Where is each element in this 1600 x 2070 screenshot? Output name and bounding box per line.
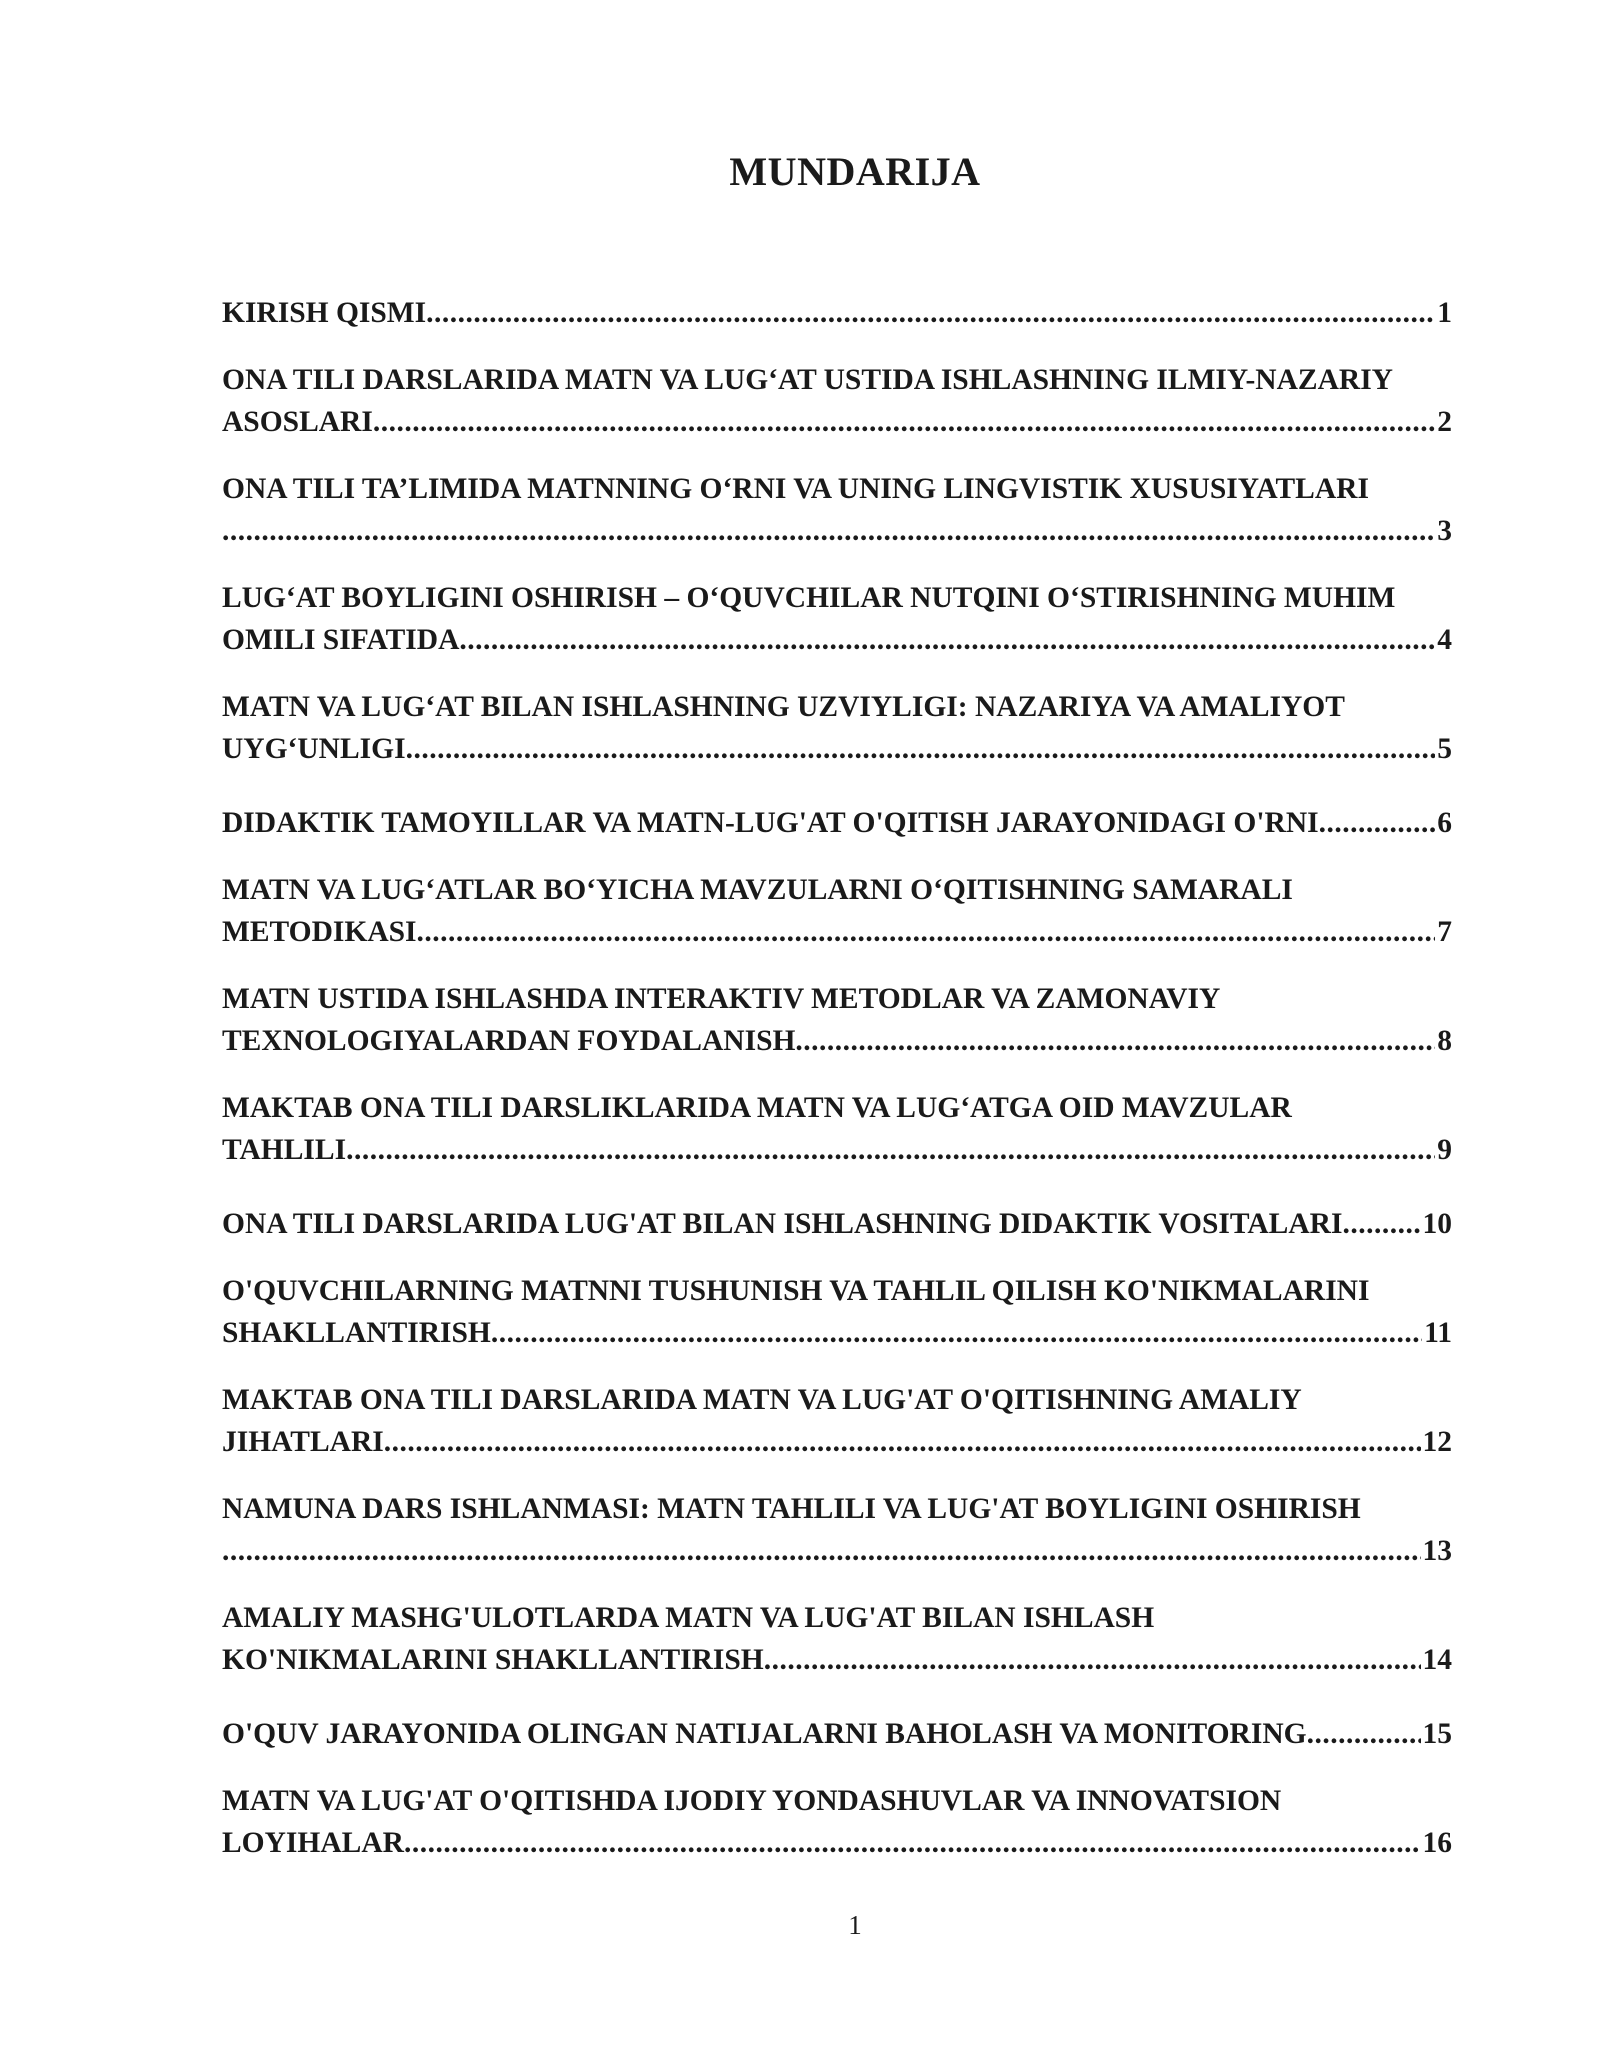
toc-entry-title: KIRISH QISMI — [222, 297, 427, 329]
dot-leader — [373, 401, 1435, 443]
dot-leader — [1342, 1203, 1420, 1245]
toc-entry-title-line: MAKTAB ONA TILI DARSLIKLARIDA MATN VA LUG‘ATGA OID MAVZULAR — [222, 1092, 1292, 1124]
toc-entry[interactable] — [222, 1379, 1452, 1463]
toc-entry-title: METODIKASI — [222, 916, 417, 948]
toc-entry[interactable] — [222, 869, 1452, 953]
toc-page-number: 4 — [1437, 624, 1452, 656]
toc-page-number: 14 — [1422, 1644, 1452, 1676]
toc-entry-title: TEXNOLOGIYALARDAN FOYDALANISH — [222, 1025, 796, 1057]
toc-entry[interactable] — [222, 577, 1452, 661]
dot-leader — [384, 1421, 1421, 1463]
toc-entry[interactable] — [222, 1488, 1452, 1572]
toc-page-number: 15 — [1422, 1718, 1452, 1750]
toc-entry-title-line: O'QUVCHILARNING MATNNI TUSHUNISH VA TAHLIL QILISH KO'NIKMALARINI — [222, 1275, 1370, 1307]
toc-page-number: 3 — [1437, 515, 1452, 547]
toc-page-number: 11 — [1424, 1317, 1452, 1349]
toc-entry-title: ASOSLARI — [222, 406, 373, 438]
toc-page-number: 10 — [1422, 1208, 1452, 1240]
toc-entry[interactable] — [222, 1270, 1452, 1354]
toc-entry[interactable] — [222, 802, 1452, 844]
dot-leader — [1307, 1713, 1421, 1755]
dot-leader — [404, 1822, 1421, 1864]
toc-entry-title: DIDAKTIK TAMOYILLAR VA MATN-LUG'AT O'QITISH JARAYONIDAGI O'RNI — [222, 807, 1319, 839]
toc-entry-title-line: MATN VA LUG'AT O'QITISHDA IJODIY YONDASHUVLAR VA INNOVATSION — [222, 1785, 1282, 1817]
toc-entry[interactable] — [222, 1203, 1452, 1245]
toc-entry-title-line: MATN USTIDA ISHLASHDA INTERAKTIV METODLAR VA ZAMONAVIY — [222, 983, 1221, 1015]
dot-leader — [459, 619, 1435, 661]
toc-page-number: 1 — [1437, 297, 1452, 329]
toc-entry[interactable] — [222, 686, 1452, 770]
toc-entry-title: TAHLILI — [222, 1134, 347, 1166]
dot-leader — [222, 510, 1435, 552]
dot-leader — [1319, 802, 1436, 844]
toc-entry-title-line: ONA TILI DARSLARIDA MATN VA LUG‘AT USTIDA ISHLASHNING ILMIY-NAZARIY — [222, 364, 1393, 396]
toc-entry[interactable] — [222, 292, 1452, 334]
toc-entry-title-line: MATN VA LUG‘ATLAR BO‘YICHA MAVZULARNI O‘QITISHNING SAMARALI — [222, 874, 1293, 906]
dot-leader — [491, 1312, 1422, 1354]
toc-entry[interactable] — [222, 468, 1452, 552]
toc-entry-title: KO'NIKMALARINI SHAKLLANTIRISH — [222, 1644, 764, 1676]
dot-leader — [795, 1020, 1435, 1062]
dot-leader — [222, 1530, 1421, 1572]
page-number: 1 — [848, 1910, 862, 1940]
toc-entry[interactable] — [222, 359, 1452, 443]
page-title: MUNDARIJA — [729, 149, 981, 194]
toc-page-number: 6 — [1437, 807, 1452, 839]
dot-leader — [417, 911, 1436, 953]
dot-leader — [764, 1639, 1421, 1681]
dot-leader — [426, 292, 1435, 334]
toc-entry-title: LOYIHALAR — [222, 1827, 404, 1859]
toc-entry-title-line: MAKTAB ONA TILI DARSLARIDA MATN VA LUG'AT O'QITISHNING AMALIY — [222, 1384, 1302, 1416]
toc-entry[interactable] — [222, 1597, 1452, 1681]
toc-entry-title-line: ONA TILI TA’LIMIDA MATNNING O‘RNI VA UNING LINGVISTIK XUSUSIYATLARI — [222, 473, 1369, 505]
toc-entry-title-line: MATN VA LUG‘AT BILAN ISHLASHNING UZVIYLIGI: NAZARIYA VA AMALIYOT — [222, 691, 1345, 723]
toc-entry[interactable] — [222, 1780, 1452, 1864]
toc-page-number: 5 — [1437, 733, 1452, 765]
toc-entry-title: ONA TILI DARSLARIDA LUG'AT BILAN ISHLASHNING DIDAKTIK VOSITALARI — [222, 1208, 1343, 1240]
toc-entry[interactable] — [222, 1087, 1452, 1171]
toc-page-number: 7 — [1437, 916, 1452, 948]
toc-entry[interactable] — [222, 978, 1452, 1062]
toc-page-number: 16 — [1422, 1827, 1452, 1859]
toc-entry-title-line: NAMUNA DARS ISHLANMASI: MATN TAHLILI VA LUG'AT BOYLIGINI OSHIRISH — [222, 1493, 1361, 1525]
dot-leader — [346, 1129, 1435, 1171]
toc-page-number: 12 — [1422, 1426, 1452, 1458]
toc-entry[interactable] — [222, 1713, 1452, 1755]
toc-entry-title-line: AMALIY MASHG'ULOTLARDA MATN VA LUG'AT BILAN ISHLASH — [222, 1602, 1155, 1634]
toc-page-number: 13 — [1422, 1535, 1452, 1567]
toc-page-number: 8 — [1437, 1025, 1452, 1057]
toc-page-number: 9 — [1437, 1134, 1452, 1166]
toc-entry-title: SHAKLLANTIRISH — [222, 1317, 491, 1349]
dot-leader — [406, 728, 1436, 770]
toc-page-number: 2 — [1437, 406, 1452, 438]
toc-entry-title: OMILI SIFATIDA — [222, 624, 460, 656]
toc-entry-title: JIHATLARI — [222, 1426, 384, 1458]
toc-entry-title-line: LUG‘AT BOYLIGINI OSHIRISH – O‘QUVCHILAR NUTQINI O‘STIRISHNING MUHIM — [222, 582, 1396, 614]
toc-entry-title: O'QUV JARAYONIDA OLINGAN NATIJALARNI BAHOLASH VA MONITORING — [222, 1718, 1307, 1750]
toc-entry-title: UYG‘UNLIGI — [222, 733, 406, 765]
